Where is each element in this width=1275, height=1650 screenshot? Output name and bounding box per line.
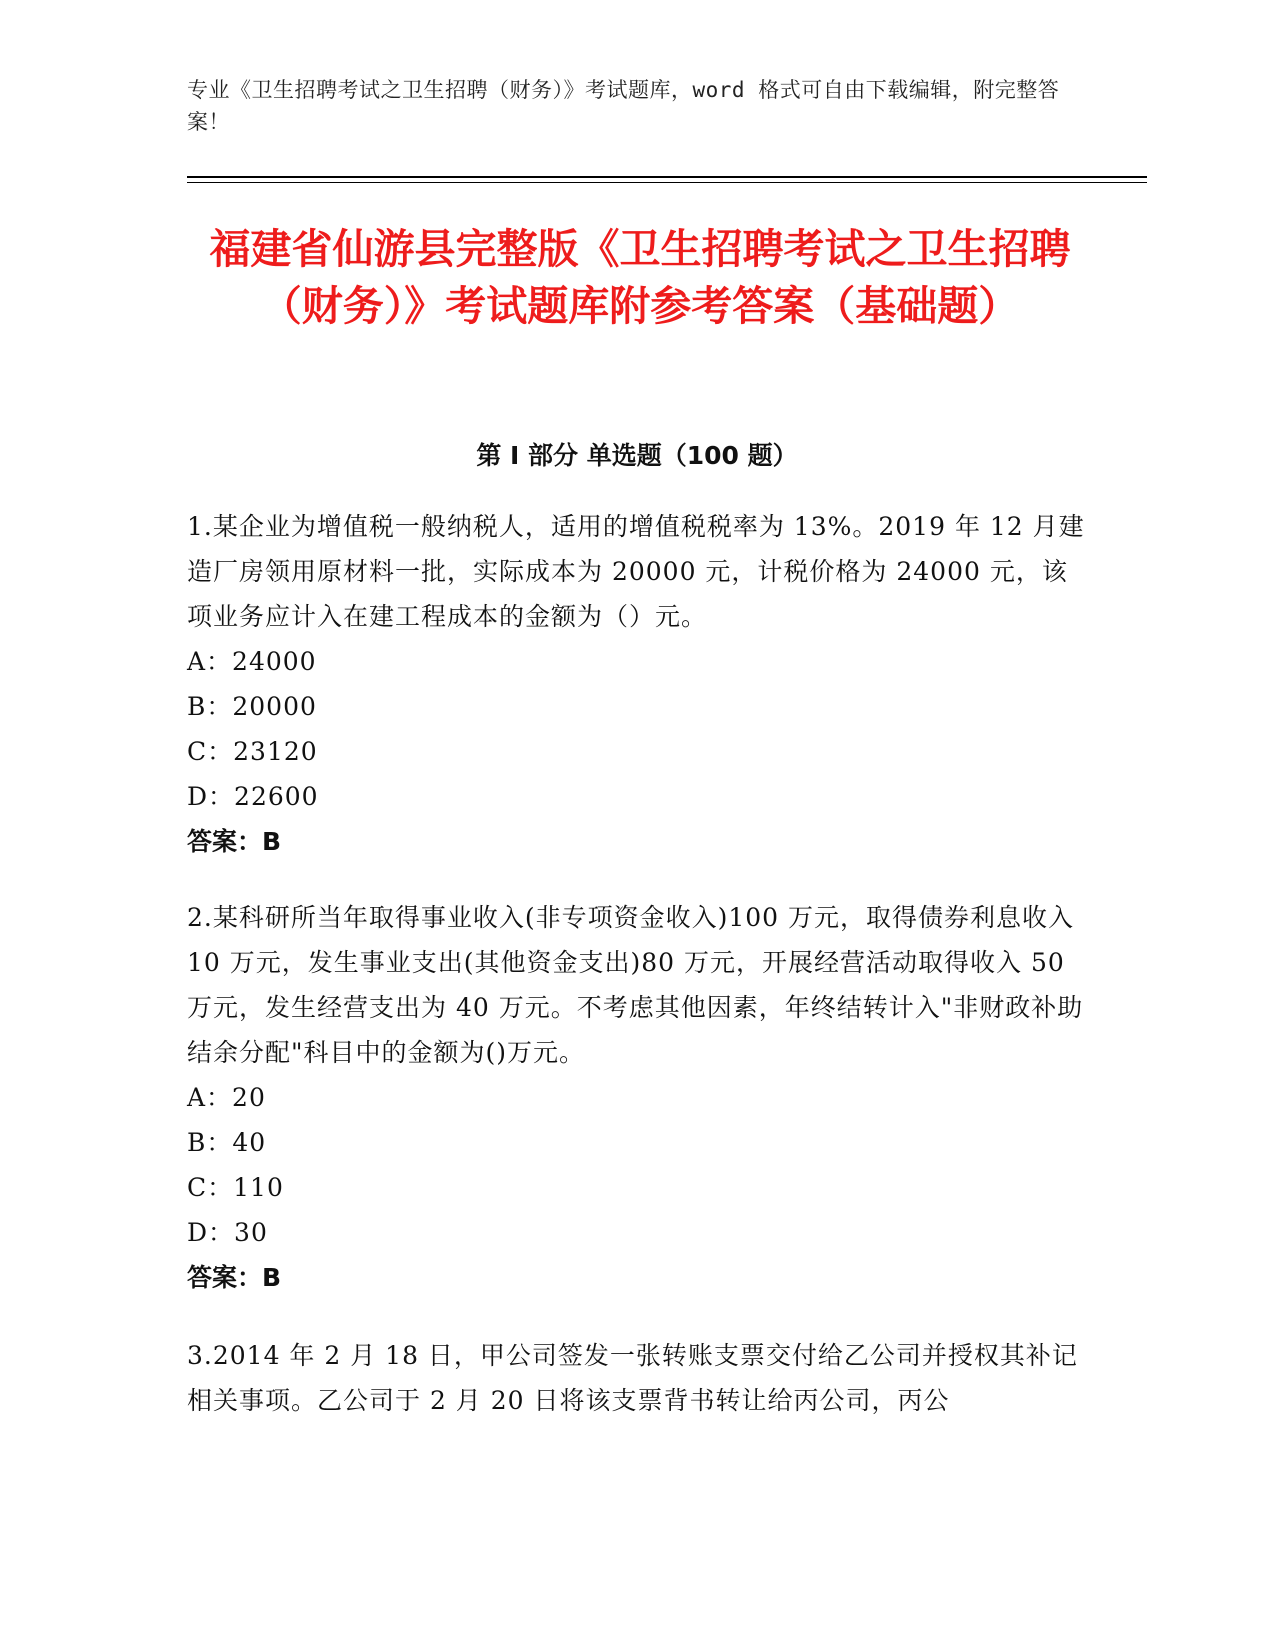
document-title: 福建省仙游县完整版《卫生招聘考试之卫生招聘（财务）》考试题库附参考答案（基础题） (209, 225, 1071, 330)
header-divider-thin (187, 182, 1147, 183)
option-c: C：110 (187, 1173, 284, 1202)
option-c: C：23120 (187, 737, 318, 766)
option-d: D：30 (187, 1218, 268, 1247)
option-b: B：40 (187, 1128, 267, 1157)
option-a: A：20 (187, 1083, 266, 1112)
header-divider-thick (187, 176, 1147, 178)
question-1 (187, 504, 1087, 864)
section-heading: 第 I 部分 单选题（100 题） (476, 441, 798, 470)
answer-label: 答案：B (187, 1263, 282, 1292)
question-stem: 3.2014 年 2 月 18 日，甲公司签发一张转账支票交付给乙公司并授权其补记相关事项。乙公司于 2 月 20 日将该支票背书转让给丙公司，丙公 (187, 1341, 1078, 1415)
option-a: A：24000 (187, 647, 317, 676)
question-stem: 1.某企业为增值税一般纳税人，适用的增值税税率为 13%。2019 年 12 月建造厂房领用原材料一批，实际成本为 20000 元，计税价格为 24000 元，该项业务应计入在建工程成本的金额为（）元。 (187, 512, 1085, 631)
question-3 (187, 1333, 1087, 1423)
header-note: 专业《卫生招聘考试之卫生招聘（财务）》考试题库，word 格式可自由下载编辑，附完整答案！ (187, 78, 1060, 134)
option-b: B：20000 (187, 692, 317, 721)
option-d: D：22600 (187, 782, 319, 811)
question-stem: 2.某科研所当年取得事业收入(非专项资金收入)100 万元，取得债券利息收入 10 万元，发生事业支出(其他资金支出)80 万元，开展经营活动取得收入 50 万元，发生经营支出为 40 万元。不考虑其他因素，年终结转计入"非财政补助结余分配"科目中的金额为()万元。 (187, 903, 1084, 1067)
question-2 (187, 895, 1087, 1300)
answer-label: 答案：B (187, 827, 282, 856)
